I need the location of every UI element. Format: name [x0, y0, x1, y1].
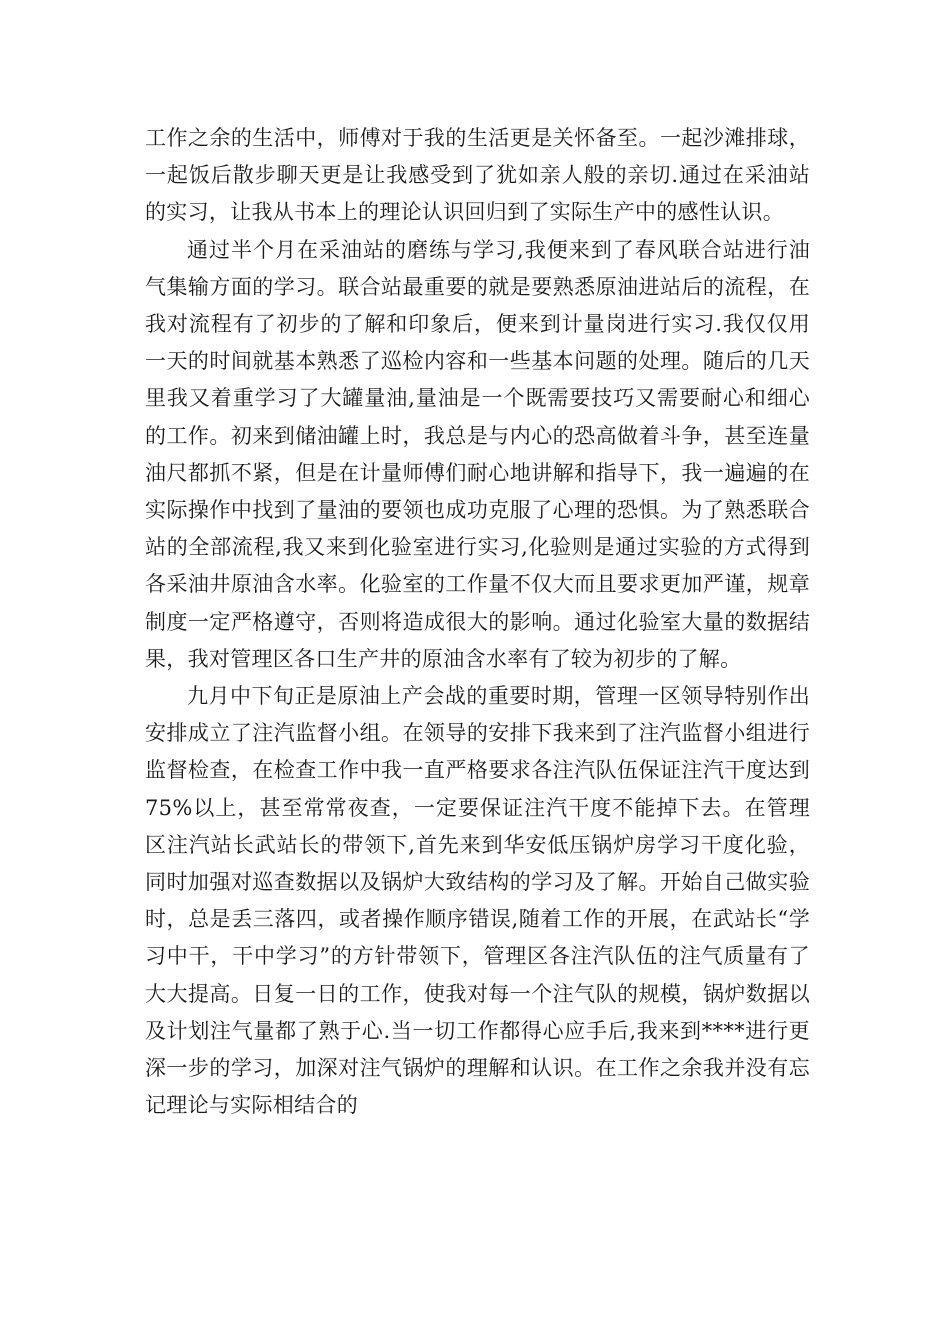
document-body [145, 120, 810, 1124]
paragraph-3: 九月中下旬正是原油上产会战的重要时期，管理一区领导特别作出安排成立了注汽监督小组。在领导的安排下我来到了注汽监督小组进行监督检查，在检查工作中我一直严格要求各注汽队伍保证注汽干度达到75%以上，甚至常常夜查，一定要保证注汽干度不能掉下去。在管理区注汽站长武站长的带领下,首先来到华安低压锅炉房学习干度化验，同时加强对巡查数据以及锅炉大致结构的学习及了解。开始自己做实验时，总是丢三落四，或者操作顺序错误,随着工作的开展，在武站长“学习中干，干中学习”的方针带领下，管理区各注汽队伍的注气质量有了大大提高。日复一日的工作，使我对每一个注气队的规模，锅炉数据以及计划注气量都了熟于心.当一切工作都得心应手后,我来到****进行更深一步的学习，加深对注气锅炉的理解和认识。在工作之余我并没有忘记理论与实际相结合的 [145, 684, 810, 1118]
paragraph-2: 通过半个月在采油站的磨练与学习,我便来到了春风联合站进行油气集输方面的学习。联合站最重要的就是要熟悉原油进站后的流程，在我对流程有了初步的了解和印象后，便来到计量岗进行实习.我仅仅用一天的时间就基本熟悉了巡检内容和一些基本问题的处理。随后的几天里我又着重学习了大罐量油,量油是一个既需要技巧又需要耐心和细心的工作。初来到储油罐上时，我总是与内心的恐高做着斗争，甚至连量油尺都抓不紧，但是在计量师傅们耐心地讲解和指导下，我一遍遍的在实际操作中找到了量油的要领也成功克服了心理的恐惧。为了熟悉联合站的全部流程,我又来到化验室进行实习,化验则是通过实验的方式得到各采油井原油含水率。化验室的工作量不仅大而且要求更加严谨，规章制度一定严格遵守，否则将造成很大的影响。通过化验室大量的数据结果，我对管理区各口生产井的原油含水率有了较为初步的了解。 [145, 237, 810, 671]
paragraph-1: 工作之余的生活中，师傅对于我的生活更是关怀备至。一起沙滩排球，一起饭后散步聊天更是让我感受到了犹如亲人般的亲切.通过在采油站的实习，让我从书本上的理论认识回归到了实际生产中的感性认识。 [145, 126, 810, 225]
